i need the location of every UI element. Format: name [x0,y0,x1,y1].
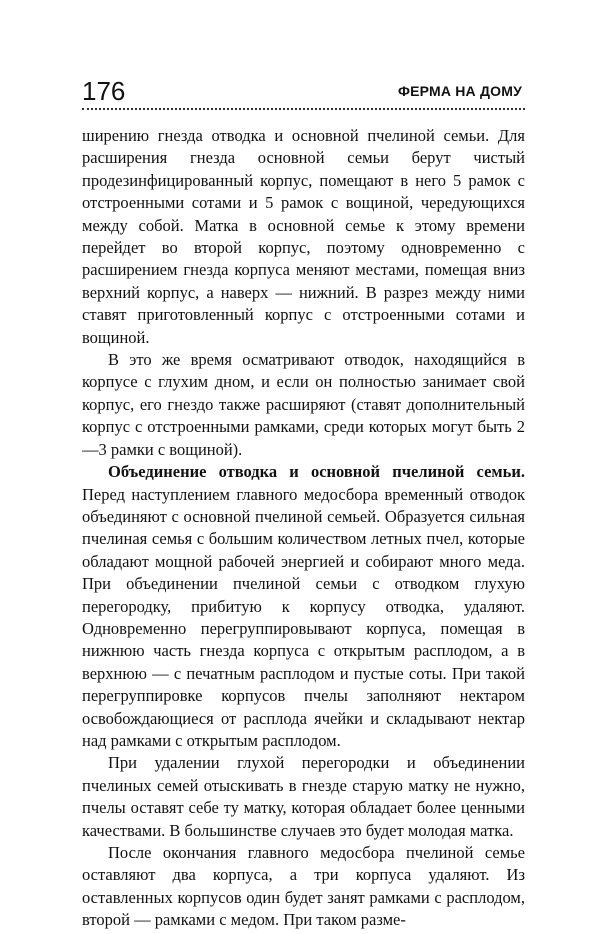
section-run-in-heading: Объединение отводка и основной пчелиной семьи. [108,462,525,482]
header-divider [82,108,525,110]
page-number: 176 [82,76,126,106]
paragraph-5: После окончания главного медосбора пчелиной семье оставляют два корпуса, а три корпуса удаляют. Из оставленных корпусов один будет занят рамками с расплодом, второй — рамками с медом. При таком разме- [82,843,525,930]
paragraph-3 [82,461,525,752]
paragraph-3-text: Перед наступлением главного медосбора временный отводок объединяют с основной пчелиной семьей. Образуется сильная пчелиная семья с большим количеством летных пчел, которые обладают мощной рабочей энергией и собирают много меда. При объединении пчелиной семьи с отводком глухую перегородку, прибитую к корпусу отводка, удаляют. Одновременно перегруппировывают корпуса, помещая в нижнюю часть гнезда корпуса с открытым расплодом, а в верхнюю — с печатным расплодом и пустые соты. При такой перегруппировке корпусов пчелы заполняют нектаром освобождающиеся от расплода ячейки и складывают нектар над рамками с открытым расплодом. [82,484,525,750]
running-header-title: ФЕРМА НА ДОМУ [397,83,522,99]
paragraph-4: При удалении глухой перегородки и объединении пчелиных семей отыскивать в гнезде старую матку не нужно, пчелы оставят себе ту матку, которая обладает более ценными качествами. В большинстве случаев это будет молодая матка. [82,753,525,840]
paragraph-1: ширению гнезда отводка и основной пчелиной семьи. Для расширения гнезда основной семьи берут чистый продезинфицированный корпус, помещают в него 5 рамок с отстроенными сотами и 5 рамок с вощиной, чередующихся между собой. Матка в основной семье к этому времени перейдет во второй корпус, поэтому одновременно с расширением гнезда корпуса меняют местами, помещая вниз верхний корпус, а наверх — нижний. В разрез между ними ставят приготовленный корпус с отстроенными сотами и вощиной. [82,126,525,347]
page-body [82,125,525,932]
paragraph-2: В это же время осматривают отводок, находящийся в корпусе с глухим дном, и если он полностью занимает свой корпус, его гнездо также расширяют (ставят дополнительный корпус с отстроенными рамками, среди которых могут быть 2—3 рамки с вощиной). [82,350,525,459]
